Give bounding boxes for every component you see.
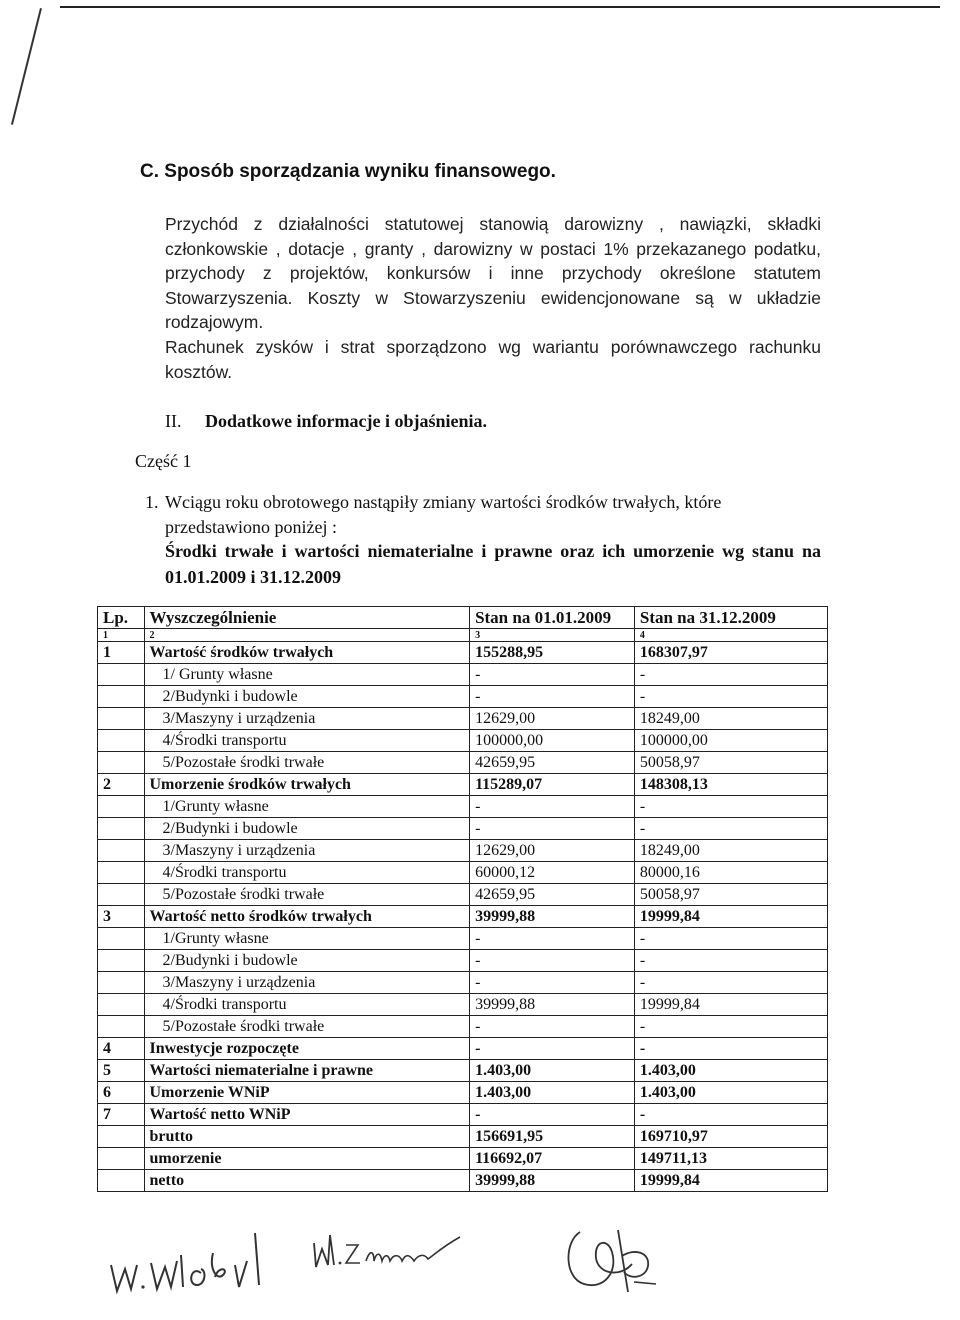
row-value-start: - <box>470 950 635 972</box>
row-value-end: - <box>634 928 827 950</box>
table-row <box>98 1038 828 1060</box>
table-row <box>98 708 828 730</box>
row-value-start: 42659,95 <box>470 884 635 906</box>
table-row <box>98 972 828 994</box>
row-lp <box>98 686 145 708</box>
table-row <box>98 818 828 840</box>
row-value-end: 18249,00 <box>634 840 827 862</box>
fixed-assets-table <box>97 606 828 1192</box>
section-c-title: C. Sposób sporządzania wyniku finansowego. <box>140 161 556 182</box>
header-value-start: Stan na 01.01.2009 <box>470 607 635 629</box>
row-value-end: - <box>634 686 827 708</box>
row-lp <box>98 730 145 752</box>
row-value-start: - <box>470 1016 635 1038</box>
row-lp: 1 <box>98 642 145 664</box>
row-value-end: 149711,13 <box>634 1148 827 1170</box>
scan-edge-line <box>60 6 940 8</box>
row-description: netto <box>144 1170 470 1192</box>
row-description: Wartości niematerialne i prawne <box>144 1060 470 1082</box>
row-value-start: 39999,88 <box>470 994 635 1016</box>
row-lp <box>98 818 145 840</box>
table-row <box>98 1016 828 1038</box>
row-lp: 5 <box>98 1060 145 1082</box>
row-value-start: - <box>470 664 635 686</box>
table-row <box>98 1104 828 1126</box>
row-value-end: 100000,00 <box>634 730 827 752</box>
row-value-end: 50058,97 <box>634 884 827 906</box>
row-value-end: 80000,16 <box>634 862 827 884</box>
table-row <box>98 994 828 1016</box>
row-value-end: 18249,00 <box>634 708 827 730</box>
row-value-start: 12629,00 <box>470 840 635 862</box>
part-label: Część 1 <box>135 451 192 471</box>
row-description: Wartość środków trwałych <box>144 642 470 664</box>
header-value-end: Stan na 31.12.2009 <box>634 607 827 629</box>
section-c-paragraph-2: Rachunek zysków i strat sporządzono wg wariantu porównawczego rachunku kosztów. <box>165 337 821 382</box>
row-lp <box>98 840 145 862</box>
row-value-end: - <box>634 1038 827 1060</box>
row-description: 3/Maszyny i urządzenia <box>144 840 470 862</box>
table-row <box>98 664 828 686</box>
row-description: Wartość netto środków trwałych <box>144 906 470 928</box>
row-value-end: 169710,97 <box>634 1126 827 1148</box>
row-lp <box>98 994 145 1016</box>
row-value-start: - <box>470 686 635 708</box>
row-description: 2/Budynki i budowle <box>144 818 470 840</box>
table-row <box>98 1170 828 1192</box>
row-description: Wartość netto WNiP <box>144 1104 470 1126</box>
row-description: 4/Środki transportu <box>144 730 470 752</box>
table-row <box>98 796 828 818</box>
row-value-end: 19999,84 <box>634 1170 827 1192</box>
row-value-end: - <box>634 950 827 972</box>
column-number: 3 <box>470 629 635 642</box>
row-value-end: 19999,84 <box>634 906 827 928</box>
signature-2 <box>310 1225 470 1275</box>
row-description: 1/Grunty własne <box>144 928 470 950</box>
row-lp <box>98 796 145 818</box>
section-ii-heading <box>165 411 487 432</box>
table-row <box>98 1082 828 1104</box>
row-value-start: - <box>470 796 635 818</box>
row-value-start: 156691,95 <box>470 1126 635 1148</box>
table-row <box>98 906 828 928</box>
table-body <box>98 642 828 1192</box>
row-lp <box>98 1016 145 1038</box>
row-value-start: 100000,00 <box>470 730 635 752</box>
table-row <box>98 840 828 862</box>
row-lp <box>98 862 145 884</box>
table-row <box>98 1060 828 1082</box>
signature-1 <box>105 1225 275 1295</box>
table-row <box>98 686 828 708</box>
row-lp <box>98 928 145 950</box>
row-lp <box>98 1126 145 1148</box>
row-lp <box>98 708 145 730</box>
row-value-start: 155288,95 <box>470 642 635 664</box>
signature-3 <box>560 1222 670 1297</box>
row-description: 5/Pozostałe środki trwałe <box>144 884 470 906</box>
table-row <box>98 884 828 906</box>
row-value-end: - <box>634 664 827 686</box>
row-description: 2/Budynki i budowle <box>144 950 470 972</box>
row-value-start: - <box>470 1104 635 1126</box>
row-lp: 7 <box>98 1104 145 1126</box>
row-value-start: 116692,07 <box>470 1148 635 1170</box>
scan-edge-line-left <box>11 8 42 125</box>
row-lp <box>98 664 145 686</box>
row-value-start: 42659,95 <box>470 752 635 774</box>
row-description: Inwestycje rozpoczęte <box>144 1038 470 1060</box>
row-description: 5/Pozostałe środki trwałe <box>144 1016 470 1038</box>
row-value-start: 1.403,00 <box>470 1082 635 1104</box>
row-value-end: 1.403,00 <box>634 1082 827 1104</box>
row-value-end: 50058,97 <box>634 752 827 774</box>
table-row <box>98 752 828 774</box>
section-c-paragraph-1: Przychód z działalności statutowej stanowią darowizny , nawiązki, składki członkowskie , dotacje , granty , darowizny w postaci 1% przekazanego podatku, przychody z projektów, konkursów i inne przychody określone statutem Stowarzyszenia. Koszty w Stowarzyszeniu ewidencjonowane są w układzie rodzajowym. <box>165 214 821 332</box>
row-lp: 3 <box>98 906 145 928</box>
row-value-end: - <box>634 1104 827 1126</box>
table-row <box>98 1148 828 1170</box>
row-value-end: - <box>634 818 827 840</box>
row-value-end: - <box>634 972 827 994</box>
header-lp: Lp. <box>98 607 145 629</box>
column-number: 4 <box>634 629 827 642</box>
column-number: 1 <box>98 629 145 642</box>
table-heading: Środki trwałe i wartości niematerialne i prawne oraz ich umorzenie wg stanu na 01.01.2009 i 31.12.2009 <box>165 541 821 587</box>
row-value-start: 1.403,00 <box>470 1060 635 1082</box>
row-value-start: 60000,12 <box>470 862 635 884</box>
row-lp <box>98 1148 145 1170</box>
row-description: 3/Maszyny i urządzenia <box>144 708 470 730</box>
table-row <box>98 774 828 796</box>
row-lp <box>98 752 145 774</box>
row-lp <box>98 950 145 972</box>
row-description: 5/Pozostałe środki trwałe <box>144 752 470 774</box>
row-description: 3/Maszyny i urządzenia <box>144 972 470 994</box>
row-value-end: 1.403,00 <box>634 1060 827 1082</box>
row-description: 1/Grunty własne <box>144 796 470 818</box>
row-value-end: - <box>634 1016 827 1038</box>
item-1-text <box>145 490 821 540</box>
table-column-number-row <box>98 629 828 642</box>
row-lp: 4 <box>98 1038 145 1060</box>
section-ii-number: II. <box>165 411 182 431</box>
row-value-start: - <box>470 1038 635 1060</box>
row-description: umorzenie <box>144 1148 470 1170</box>
row-description: brutto <box>144 1126 470 1148</box>
row-lp <box>98 1170 145 1192</box>
row-value-end: - <box>634 796 827 818</box>
table-row <box>98 1126 828 1148</box>
row-lp <box>98 884 145 906</box>
table-row <box>98 642 828 664</box>
row-description: 4/Środki transportu <box>144 862 470 884</box>
row-value-end: 19999,84 <box>634 994 827 1016</box>
row-lp <box>98 972 145 994</box>
row-value-start: 12629,00 <box>470 708 635 730</box>
row-value-start: 115289,07 <box>470 774 635 796</box>
table-header-row <box>98 607 828 629</box>
table-row <box>98 950 828 972</box>
table-row <box>98 928 828 950</box>
section-ii-title: Dodatkowe informacje i objaśnienia. <box>205 411 487 431</box>
row-description: 2/Budynki i budowle <box>144 686 470 708</box>
row-value-start: 39999,88 <box>470 1170 635 1192</box>
row-description: 1/ Grunty własne <box>144 664 470 686</box>
column-number: 2 <box>144 629 470 642</box>
header-description: Wyszczególnienie <box>144 607 470 629</box>
item-1-line-1: Wciągu roku obrotowego nastąpiły zmiany wartości środków trwałych, które <box>165 492 722 512</box>
row-description: Umorzenie WNiP <box>144 1082 470 1104</box>
row-value-end: 168307,97 <box>634 642 827 664</box>
table-row <box>98 862 828 884</box>
row-lp: 2 <box>98 774 145 796</box>
item-1-number: 1. <box>145 492 159 512</box>
row-description: Umorzenie środków trwałych <box>144 774 470 796</box>
row-value-start: - <box>470 972 635 994</box>
table-row <box>98 730 828 752</box>
row-value-start: - <box>470 928 635 950</box>
item-1-line-2: przedstawiono poniżej : <box>165 517 337 537</box>
row-value-end: 148308,13 <box>634 774 827 796</box>
row-lp: 6 <box>98 1082 145 1104</box>
row-value-start: - <box>470 818 635 840</box>
row-value-start: 39999,88 <box>470 906 635 928</box>
row-description: 4/Środki transportu <box>144 994 470 1016</box>
